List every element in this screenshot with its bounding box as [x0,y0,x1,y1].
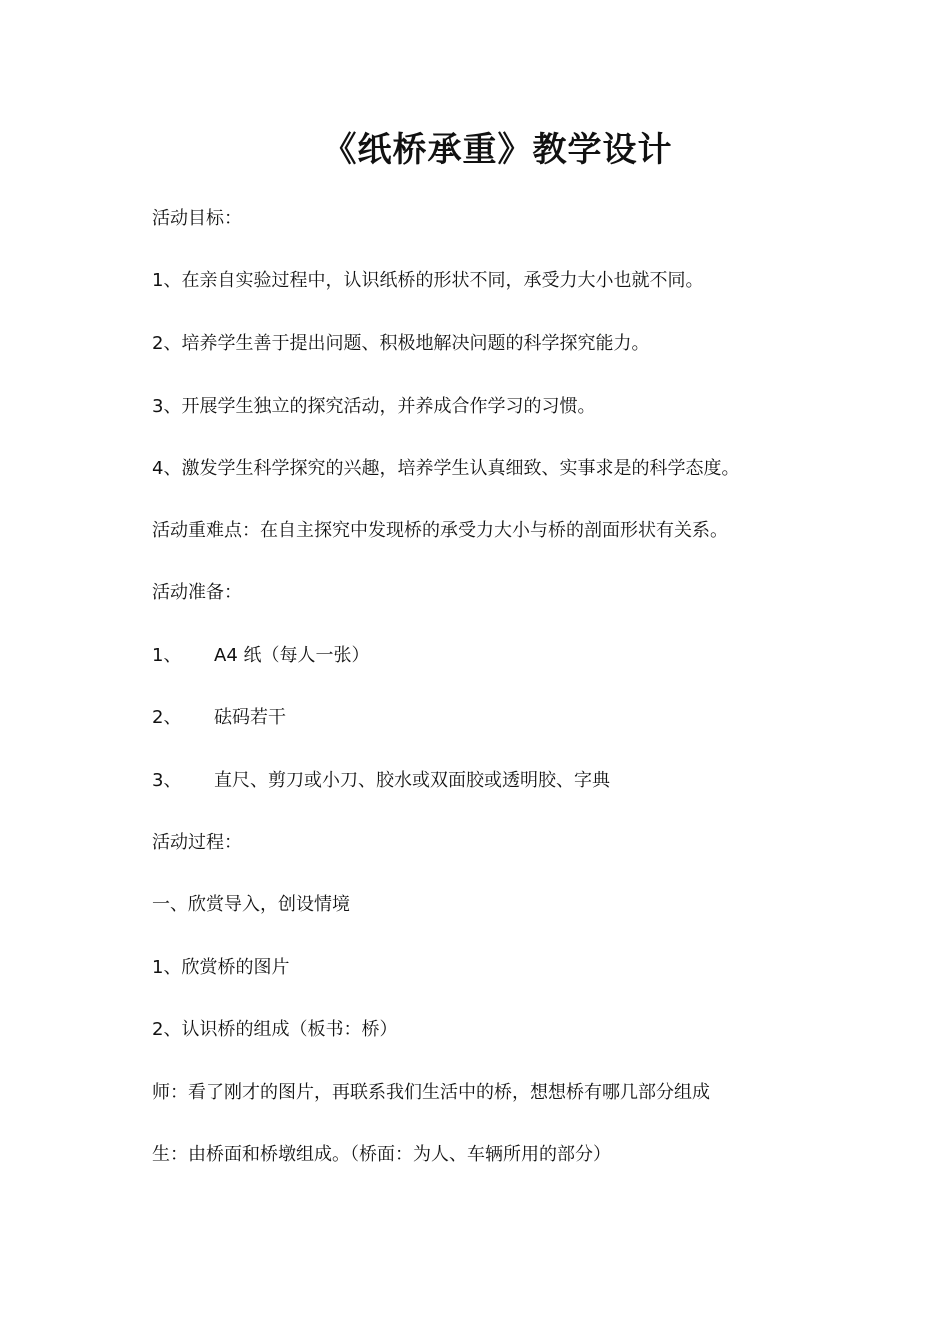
teacher-dialogue: 师：看了刚才的图片，再联系我们生活中的桥，想想桥有哪几部分组成 [152,1082,710,1103]
prep-heading: 活动准备： [152,582,242,603]
process-heading: 活动过程： [152,832,242,853]
goal-item-3: 3、开展学生独立的探究活动，并养成合作学习的习惯。 [152,396,596,417]
goals-heading: 活动目标： [152,208,242,229]
goal-item-4: 4、激发学生科学探究的兴趣，培养学生认真细致、实事求是的科学态度。 [152,458,740,479]
student-dialogue: 生：由桥面和桥墩组成。（桥面：为人、车辆所用的部分） [152,1144,611,1165]
prep-item-number: 1、 [152,645,182,666]
prep-item-text: A4 纸（每人一张） [214,645,370,666]
section-heading-1: 一、欣赏导入，创设情境 [152,894,350,915]
prep-item-3 [152,768,610,794]
document-title: 《纸桥承重》教学设计 [322,130,673,170]
key-points: 活动重难点：在自主探究中发现桥的承受力大小与桥的剖面形状有关系。 [152,520,728,541]
prep-item-text: 直尺、剪刀或小刀、胶水或双面胶或透明胶、字典 [214,770,610,791]
step-1: 1、欣赏桥的图片 [152,957,290,978]
goal-item-1: 1、在亲自实验过程中，认识纸桥的形状不同，承受力大小也就不同。 [152,270,704,291]
prep-item-1 [152,643,370,669]
prep-item-2 [152,705,286,731]
goal-item-2: 2、培养学生善于提出问题、积极地解决问题的科学探究能力。 [152,333,650,354]
prep-item-text: 砝码若干 [214,707,286,728]
prep-item-number: 2、 [152,707,182,728]
step-2: 2、认识桥的组成（板书：桥） [152,1019,398,1040]
prep-item-number: 3、 [152,770,182,791]
